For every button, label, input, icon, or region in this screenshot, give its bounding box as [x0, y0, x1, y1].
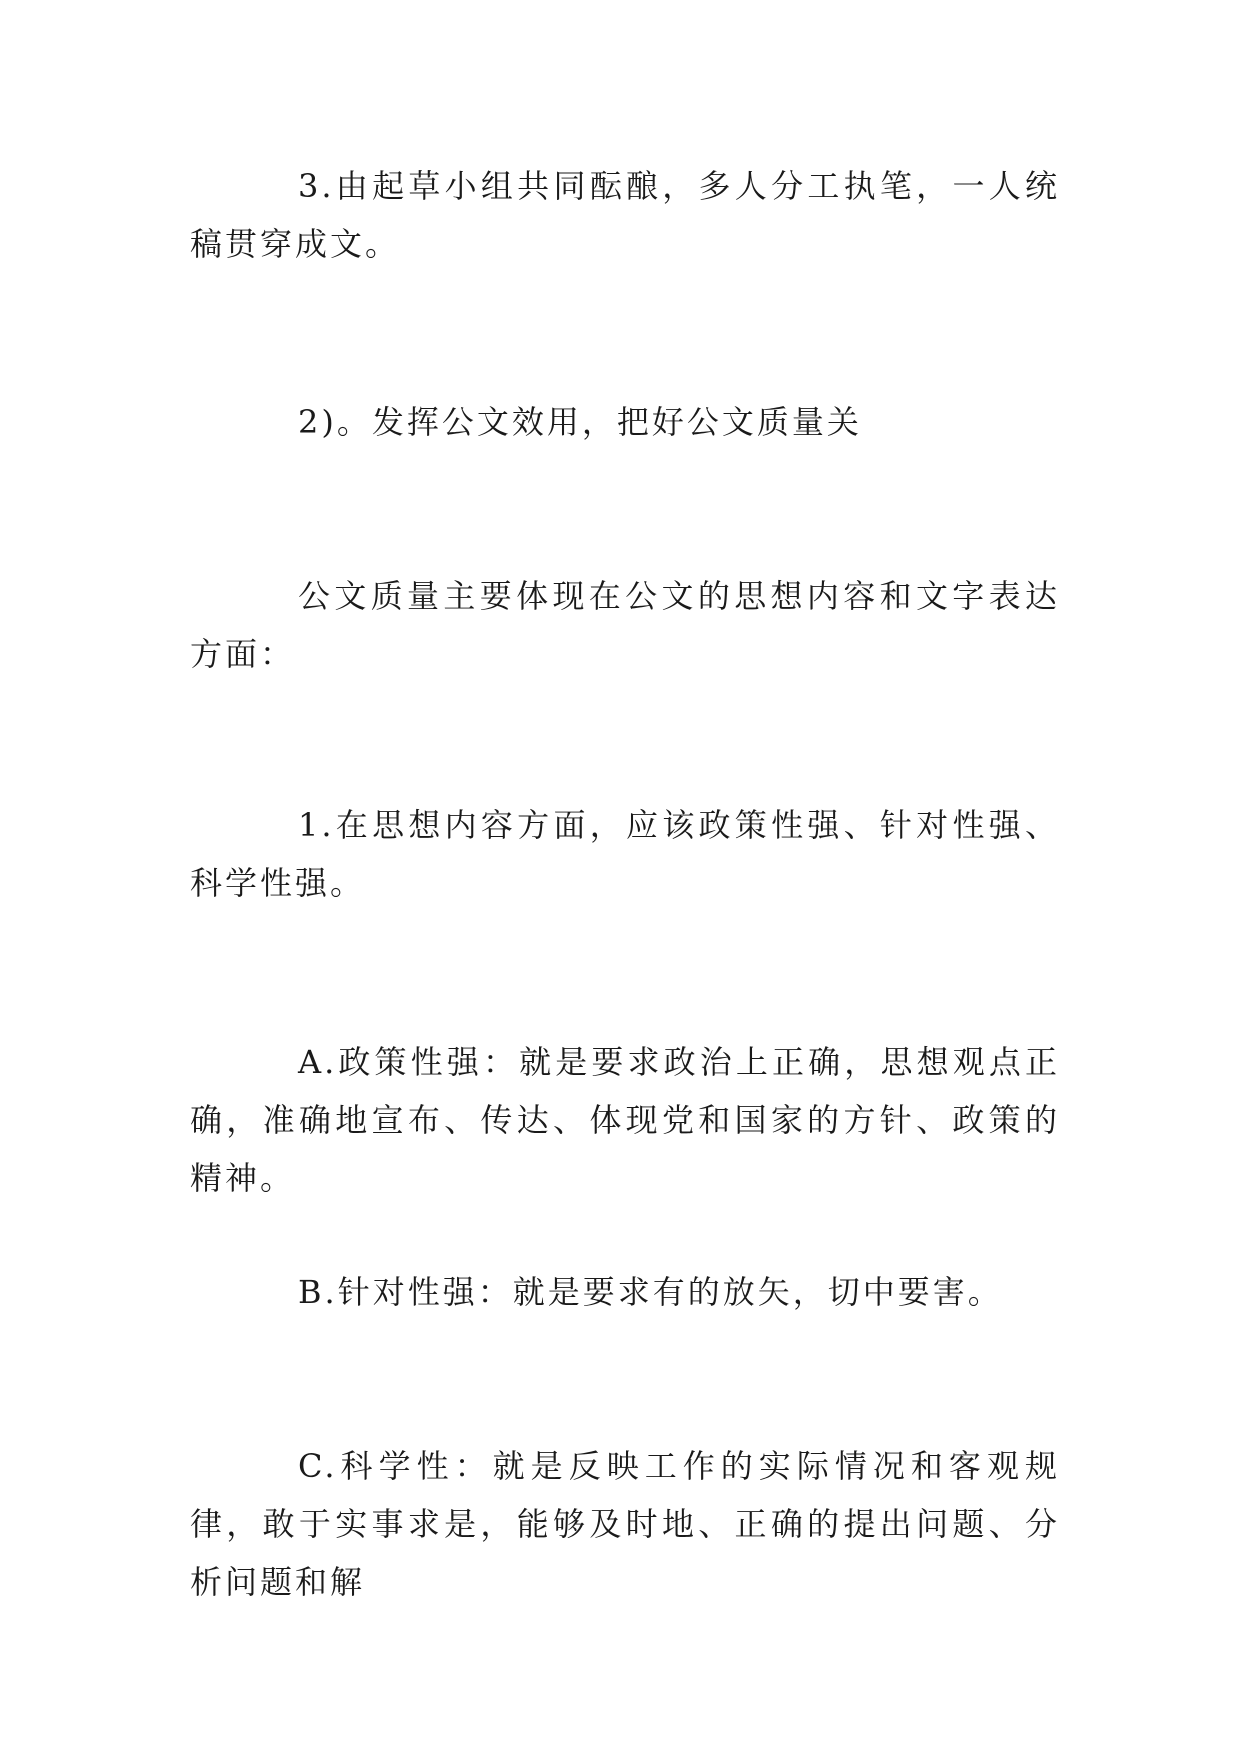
paragraph-content-requirements: 1.在思想内容方面，应该政策性强、针对性强、科学性强。	[190, 806, 1060, 902]
paragraph-quality-aspects: 公文质量主要体现在公文的思想内容和文字表达方面：	[190, 577, 1060, 673]
paragraph-drafting-group: 3.由起草小组共同酝酿，多人分工执笔，一人统稿贯穿成文。	[190, 167, 1060, 263]
paragraph-pertinence: B.针对性强：就是要求有的放矢，切中要害。	[298, 1273, 1003, 1311]
section-heading-document-quality: 2)。发挥公文效用，把好公文质量关	[298, 403, 862, 441]
paragraph-policy-strength: A.政策性强：就是要求政治上正确，思想观点正确，准确地宣布、传达、体现党和国家的方针、政策的精神。	[190, 1043, 1060, 1197]
paragraph-scientific: C.科学性：就是反映工作的实际情况和客观规律，敢于实事求是，能够及时地、正确的提出问题、分析问题和解	[190, 1447, 1060, 1601]
